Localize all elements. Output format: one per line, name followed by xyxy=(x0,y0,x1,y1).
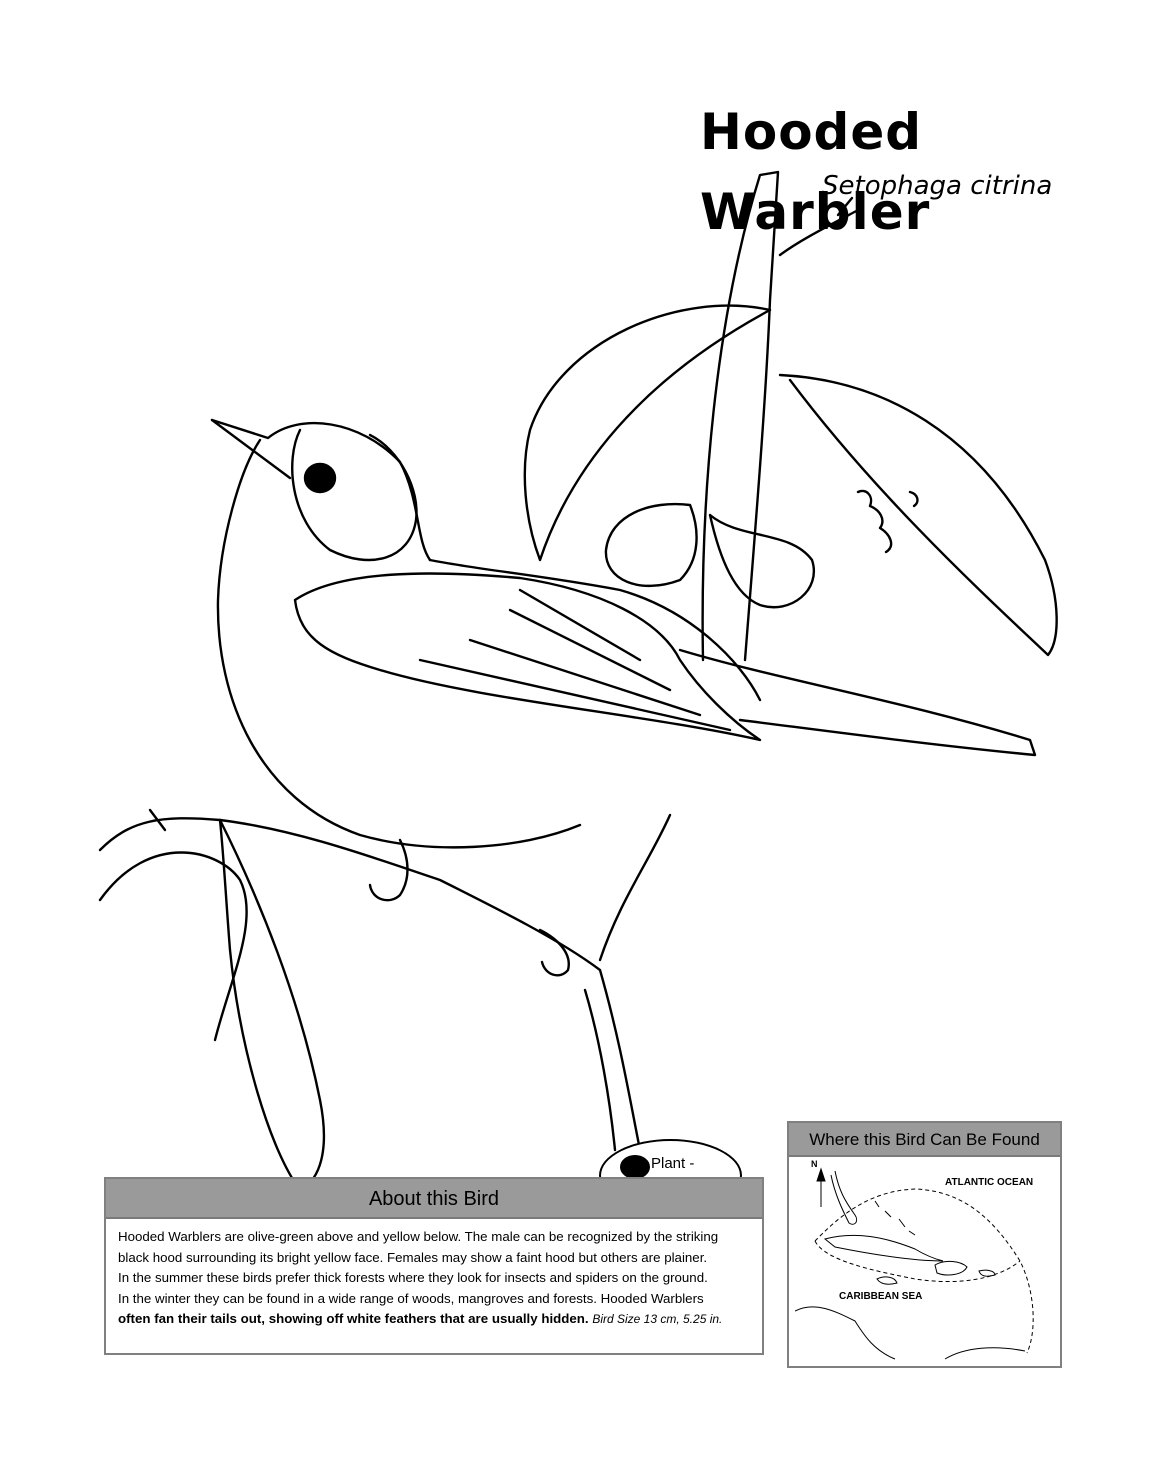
north-label: N xyxy=(811,1159,818,1169)
about-line: black hood surrounding its bright yellow face. Females may show a faint hood but others are plainer. xyxy=(118,1249,708,1265)
scientific-name: Setophaga citrina xyxy=(822,171,1053,201)
about-line xyxy=(118,1309,750,1330)
about-line: In the summer these birds prefer thick forests where they look for insects and spiders on the ground. xyxy=(118,1270,708,1285)
map-header: Where this Bird Can Be Found xyxy=(789,1123,1060,1157)
caribbean-sea-label: CARIBBEAN SEA xyxy=(839,1291,923,1302)
north-arrow-icon xyxy=(817,1169,825,1207)
page-title: Hooded Warbler xyxy=(700,103,931,241)
bird-size-note: Bird Size 13 cm, 5.25 in. xyxy=(592,1312,723,1326)
about-line: Hooded Warblers are olive-green above and yellow below. The male can be recognized by the striking xyxy=(118,1229,719,1244)
about-text xyxy=(106,1219,762,1330)
about-bold-line: often fan their tails out, showing off white feathers that are usually hidden. xyxy=(118,1311,589,1326)
about-line: In the winter they can be found in a wide range of woods, mangroves and forests. Hooded Warblers xyxy=(118,1290,704,1306)
atlantic-ocean-label: ATLANTIC OCEAN xyxy=(945,1177,1034,1188)
plant-label-line1: Plant - xyxy=(651,1155,695,1172)
range-map-panel xyxy=(787,1121,1062,1368)
range-map xyxy=(795,1161,1054,1361)
about-panel xyxy=(104,1177,764,1355)
about-header: About this Bird xyxy=(106,1179,762,1219)
